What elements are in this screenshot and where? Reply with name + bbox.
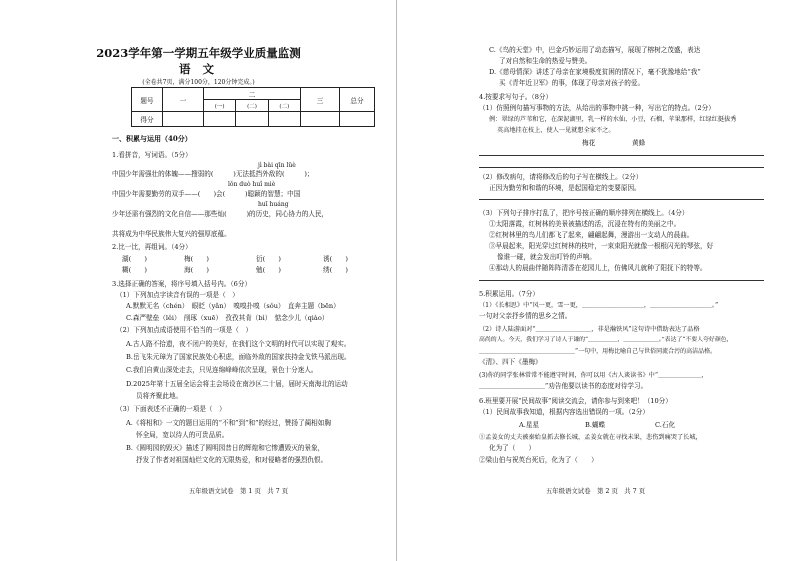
pinyin-line: jì bài qīn lüè [258, 162, 296, 169]
exam-info: (全卷共7页，满分100分，120分钟完成。) [142, 79, 255, 86]
q5-sub-1: （1）《长相思》中“风一更，雪一更，＿＿＿＿＿＿＿＿＿＿，＿＿＿＿＿＿＿＿＿＿。” [479, 302, 719, 309]
q2-item: 湖( ) [122, 255, 147, 263]
score-cell[interactable] [268, 112, 300, 127]
score-cell[interactable] [236, 112, 268, 127]
q3-sub-2: （2）下列加点成语使用不恰当的一项是（ ） [116, 326, 253, 334]
q6-item: ①孟姜女的丈夫被秦始皇抓去修长城，孟姜女就在寻找未果，悲伤到痛哭了长城， [479, 434, 702, 441]
q3-option: C.《鸟的天堂》中，巴金巧妙运用了动态描写，展现了榕树之茂盛，表达 [489, 46, 701, 54]
q4-choice: 梅花 [582, 139, 596, 147]
q3-option: A.《将相和》一文的题目运用的“不和”到“和”的经过，赞扬了蔺相如胸 [126, 419, 331, 427]
q3-option-cont: 抒发了作者对祖国灿烂文化的无限热爱，和对侵略者的强烈仇恨。 [136, 456, 328, 464]
question-1: 1.看拼音，写词语。（5分） [112, 151, 192, 159]
q3-option-cont: 怀全局，宽以待人的可贵品质。 [136, 431, 229, 439]
q4-example: 例：翠绿的芦苇和它，在深泥湖里，乳一样的水仙、小豆，石榴，苹果那样，红绿红挺拔秀 [489, 116, 737, 123]
q6-item: ②梁山伯与祝英台死后，化为了（ ） [479, 456, 598, 464]
q2-item: 糊( ) [122, 266, 147, 274]
q4-choice: 黄蜂 [632, 139, 646, 147]
q4-sub-2: （2）修改病句，请将修改后的句子写在横线上。（2分） [479, 173, 643, 181]
q3-option: D.2025年第十五届全运会将主会场设在南沙区二十届，届时天南海北的运动 [126, 380, 348, 388]
exam-title: 2023学年第一学期五年级学业质量监测 [96, 46, 301, 60]
q4-item: ④那动人的晨曲伴随阵阵清香在花园儿上，仿佛风儿就种了阳抚下的特等。 [489, 264, 707, 272]
score-header-2: 二 [204, 88, 301, 100]
q3-option: C.我们自黄山深处走去，只见连绵峰峰依次呈现，景色十分迷人。 [126, 366, 318, 374]
q2-item: 绣( ) [323, 266, 348, 274]
q2-item: 衍( ) [256, 255, 281, 263]
answer-line[interactable] [479, 155, 764, 156]
pinyin-line: lǒn duò huǐ miè [228, 181, 276, 188]
q6-option: A.星星 [519, 421, 540, 429]
score-header-label: 题号 [132, 88, 163, 112]
question-5: 5.积累运用。（7分） [479, 290, 539, 298]
q5-sub-2-cont: 高尚的人。今天，我们学习了诗人于谦的“＿＿＿＿＿，＿＿＿＿＿＿。”表达了“不要人夸好颜色， [479, 337, 733, 343]
subject-title: 语 文 [178, 62, 218, 76]
score-row-label: 得分 [132, 112, 163, 127]
q4-item: ①太阳落霞，红树林的美景被描述的活，沉浸在特有的美丽之中。 [489, 220, 681, 228]
page-footer: 五年级语文试卷 第 1 页 共 7 页 [188, 487, 289, 495]
q1-sentence-4: 共将成为中华民族伟大复兴的强厚底蕴。 [112, 230, 231, 238]
q3-sub-3: （3）下面表述不正确的一项是（ ） [116, 405, 226, 413]
page-2 [397, 0, 794, 561]
score-header-1: 一 [163, 88, 204, 112]
score-table [131, 87, 375, 127]
q4-item: ②红树林里的鸟儿们都飞了起来，翩翩起舞，漫游出一支动人的晨曲。 [489, 231, 694, 239]
q2-item: 梅( ) [184, 255, 209, 263]
score-cell[interactable] [204, 112, 236, 127]
q4-item-cont: 像谁一碰，就会发出叮铃的声响。 [497, 253, 596, 261]
q3-option: C.森严壁垒（lěi） 削琢（xuē） 孜孜其肯（bì） 惦念少儿（qiào） [126, 314, 329, 322]
q3-option-cont: 买《青年近卫军》的事，体现了母亲对孩子的爱。 [499, 79, 645, 87]
q4-item: ③早晨起来，阳光穿过红树林的枝叶，一束束阳光就像一根根闪光的琴弦，好 [489, 242, 714, 250]
q3-option: D.《慈母情深》讲述了母亲在家境极度贫困的情况下，毫不犹豫地给“我” [489, 68, 701, 76]
q6-option: C.石化 [655, 421, 676, 429]
q5-sub-2: （2）诗人陆游面对“＿＿＿＿＿＿＿＿＿，非是瀚铁风”这句诗中借助表达了品格 [479, 326, 700, 333]
q1-sentence-1: 中国少年需强壮的体魄——搜弱的( )无法抵挡外敌的( )； [112, 170, 314, 178]
q4-example-cont: 英高地挂在枝上，使人一见就想全家不之。 [497, 127, 615, 134]
q2-item: 勉( ) [256, 266, 281, 274]
q5-sub-2-cont: ＿＿＿＿＿＿＿＿＿＿＿＿＿＿＿＿”一句中，用梅比喻自己与世俗同流合污的高洁品格。 [479, 348, 717, 355]
page-footer: 五年级语文试卷 第 2 页 共 7 页 [545, 487, 646, 495]
q6-item-cont: 化为了（ ） [489, 444, 536, 452]
q3-option: B.岳飞朱元璋为了国家民族处心积虑，面临外敌的国家扶持金戈铁马派出现。 [126, 353, 351, 361]
q1-sentence-2: 中国少年需要勤劳的双手——( )会( )聪颖的智慧；中国 [112, 190, 301, 198]
q4-sub-3: （3）下列句子排序打乱了，把序号按正确的顺序排列在横线上。（4分） [479, 209, 689, 217]
score-cell[interactable] [301, 112, 340, 127]
answer-line[interactable] [479, 167, 764, 168]
score-sub-1: (一) [204, 100, 236, 112]
q6-sub-1: （1）民间故事我知道，根据内容选出错误的一项。（2分） [479, 408, 649, 416]
q5-sub-3-cont: ＿＿＿＿＿＿＿＿＿＿”劝告他要以读书的态度对待学习。 [479, 382, 648, 390]
question-4: 4.按要求写句子。（8分） [479, 93, 553, 101]
score-cell[interactable] [163, 112, 204, 127]
score-header-3: 三 [301, 88, 340, 112]
score-sub-3: (二) [268, 100, 300, 112]
q3-option-cont: 了对自然和生命的热爱与赞美。 [499, 57, 592, 65]
q1-sentence-3: 少年还需有强烈的文化自信——那些灿( )的历史，同心协力的人民， [112, 210, 329, 218]
q5-sub-3: (3)你的同学张林常常不能遵守时间，你可以用《古人谈读书》中“＿＿＿＿＿＿＿， [479, 372, 708, 379]
q5-sub-1-cont: 一句对父亲抒乡情的思乡之情。 [479, 312, 572, 320]
q3-sub-1: （1）下列加点字读音有误的一项是（ ） [116, 291, 239, 299]
score-cell[interactable] [340, 112, 375, 127]
q4-sentence: 正因为勤劳和和谐的环境，是起国稳定的变要原因。 [489, 184, 641, 192]
q4-sub-1: （1）仿照例句描写事物的方法，从给出的事物中挑一种，写出它的特点。（2分） [479, 104, 715, 112]
question-3: 3.选择正确的答案，将序号填入括号内。（6分） [112, 280, 252, 288]
q5-sub-2-source: 《清》、四下《墨梅》 [479, 358, 542, 366]
question-6: 6.班里要开展“民间故事”阅读交流会，请你参与到来吧！（10分） [479, 397, 672, 405]
answer-line[interactable] [479, 280, 764, 281]
q6-option: B.蝴蝶 [585, 421, 606, 429]
question-2: 2.比一比，再组词。（4分） [112, 243, 192, 251]
q3-option: B.《圆明园的毁灭》描述了圆明园昔日的辉煌和它惨遭毁灭的景象， [126, 444, 325, 452]
q3-option: A.默默无名（chén） 眼眨（yǎn） 嗅嗅扑嗅（sǒu） 直奔主题（bēn） [126, 302, 340, 310]
score-header-total: 总分 [340, 88, 375, 112]
q2-item: 诱( ) [323, 255, 348, 263]
pinyin-line: huī huáng [258, 201, 289, 208]
answer-line[interactable] [479, 199, 764, 200]
q3-option: A.古人路不拾遗，夜不闭户的美好，在我们这个文明的时代可以实现了观实。 [126, 340, 351, 348]
score-sub-2: (二) [236, 100, 268, 112]
q2-item: 海( ) [184, 266, 209, 274]
section-heading: 一、积累与运用（40分） [112, 134, 192, 143]
q3-option-cont: 员将齐聚此地。 [136, 392, 183, 400]
